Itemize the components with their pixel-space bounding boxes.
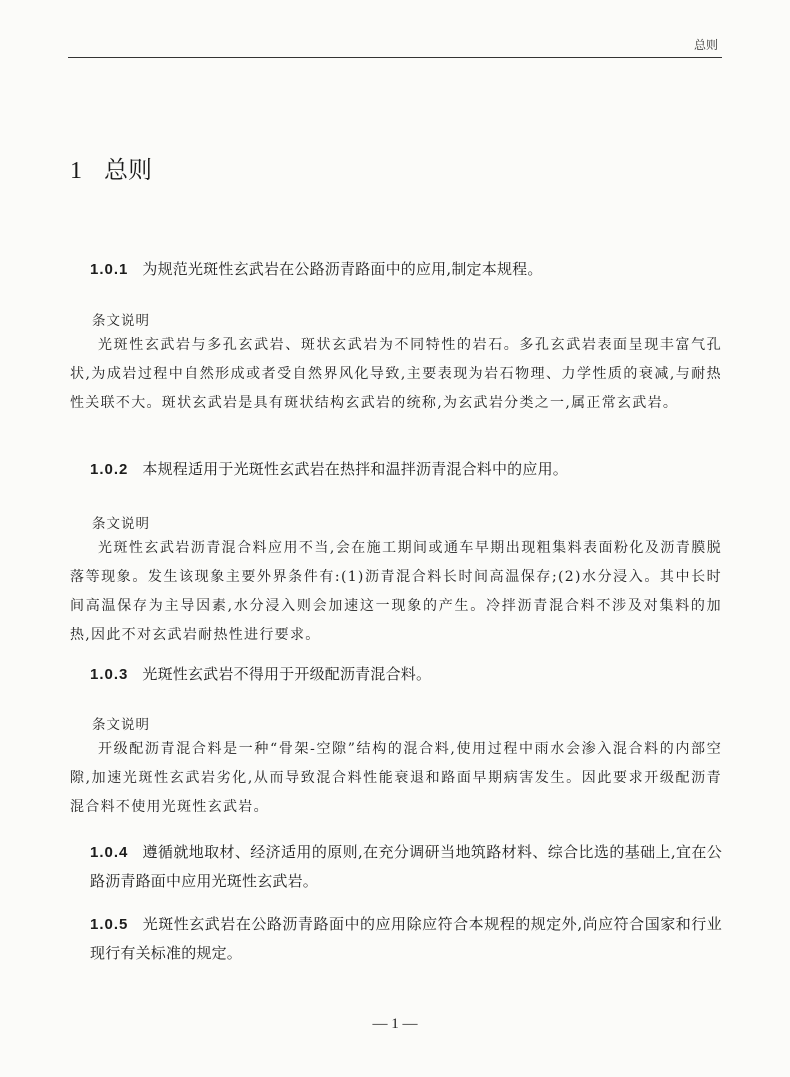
note-label: 条文说明 — [92, 717, 150, 733]
clause-1-0-5 — [90, 910, 722, 968]
clause-1-0-4 — [90, 838, 722, 896]
note-label: 条文说明 — [92, 516, 150, 532]
chapter-title-text: 总则 — [104, 156, 152, 184]
chapter-title — [70, 150, 152, 185]
clause-text: 本规程适用于光斑性玄武岩在热拌和温拌沥青混合料中的应用。 — [142, 460, 568, 478]
page-number: — 1 — — [372, 1016, 418, 1032]
clause-number: 1.0.1 — [90, 261, 129, 278]
chapter-number: 1 — [70, 158, 82, 184]
clause-text: 遵循就地取材、经济适用的原则,在充分调研当地筑路材料、综合比选的基础上,宜在公路沥青路面中应用光斑性玄武岩。 — [90, 843, 722, 890]
clause-text: 光斑性玄武岩在公路沥青路面中的应用除应符合本规程的规定外,尚应符合国家和行业现行有关标准的规定。 — [90, 915, 722, 962]
clause-1-0-3 — [90, 660, 722, 689]
header-rule — [68, 57, 722, 58]
clause-number: 1.0.3 — [90, 666, 129, 683]
note-body: 开级配沥青混合料是一种“骨架-空隙”结构的混合料,使用过程中雨水会渗入混合料的内部空隙,加速光斑性玄武岩劣化,从而导致混合料性能衰退和路面早期病害发生。因此要求开级配沥青混合料不使用光斑性玄武岩。 — [70, 741, 722, 815]
clause-1-0-2 — [90, 455, 722, 484]
clause-text: 为规范光斑性玄武岩在公路沥青路面中的应用,制定本规程。 — [142, 260, 543, 278]
clause-number: 1.0.5 — [90, 916, 129, 933]
note-label: 条文说明 — [92, 313, 150, 329]
clause-1-0-1 — [90, 255, 722, 284]
note-body: 光斑性玄武岩与多孔玄武岩、斑状玄武岩为不同特性的岩石。多孔玄武岩表面呈现丰富气孔状,为成岩过程中自然形成或者受自然界风化导致,主要表现为岩石物理、力学性质的衰减,与耐热性关联不大。斑状玄武岩是具有斑状结构玄武岩的统称,为玄武岩分类之一,属正常玄武岩。 — [70, 337, 722, 411]
clause-number: 1.0.2 — [90, 461, 129, 478]
clause-text: 光斑性玄武岩不得用于开级配沥青混合料。 — [142, 665, 432, 683]
note-body: 光斑性玄武岩沥青混合料应用不当,会在施工期间或通车早期出现粗集料表面粉化及沥青膜脱落等现象。发生该现象主要外界条件有:(1)沥青混合料长时间高温保存;(2)水分浸入。其中长时间高温保存为主导因素,水分浸入则会加速这一现象的产生。冷拌沥青混合料不涉及对集料的加热,因此不对玄武岩耐热性进行要求。 — [70, 540, 722, 643]
clause-number: 1.0.4 — [90, 844, 129, 861]
running-head: 总则 — [693, 38, 718, 52]
